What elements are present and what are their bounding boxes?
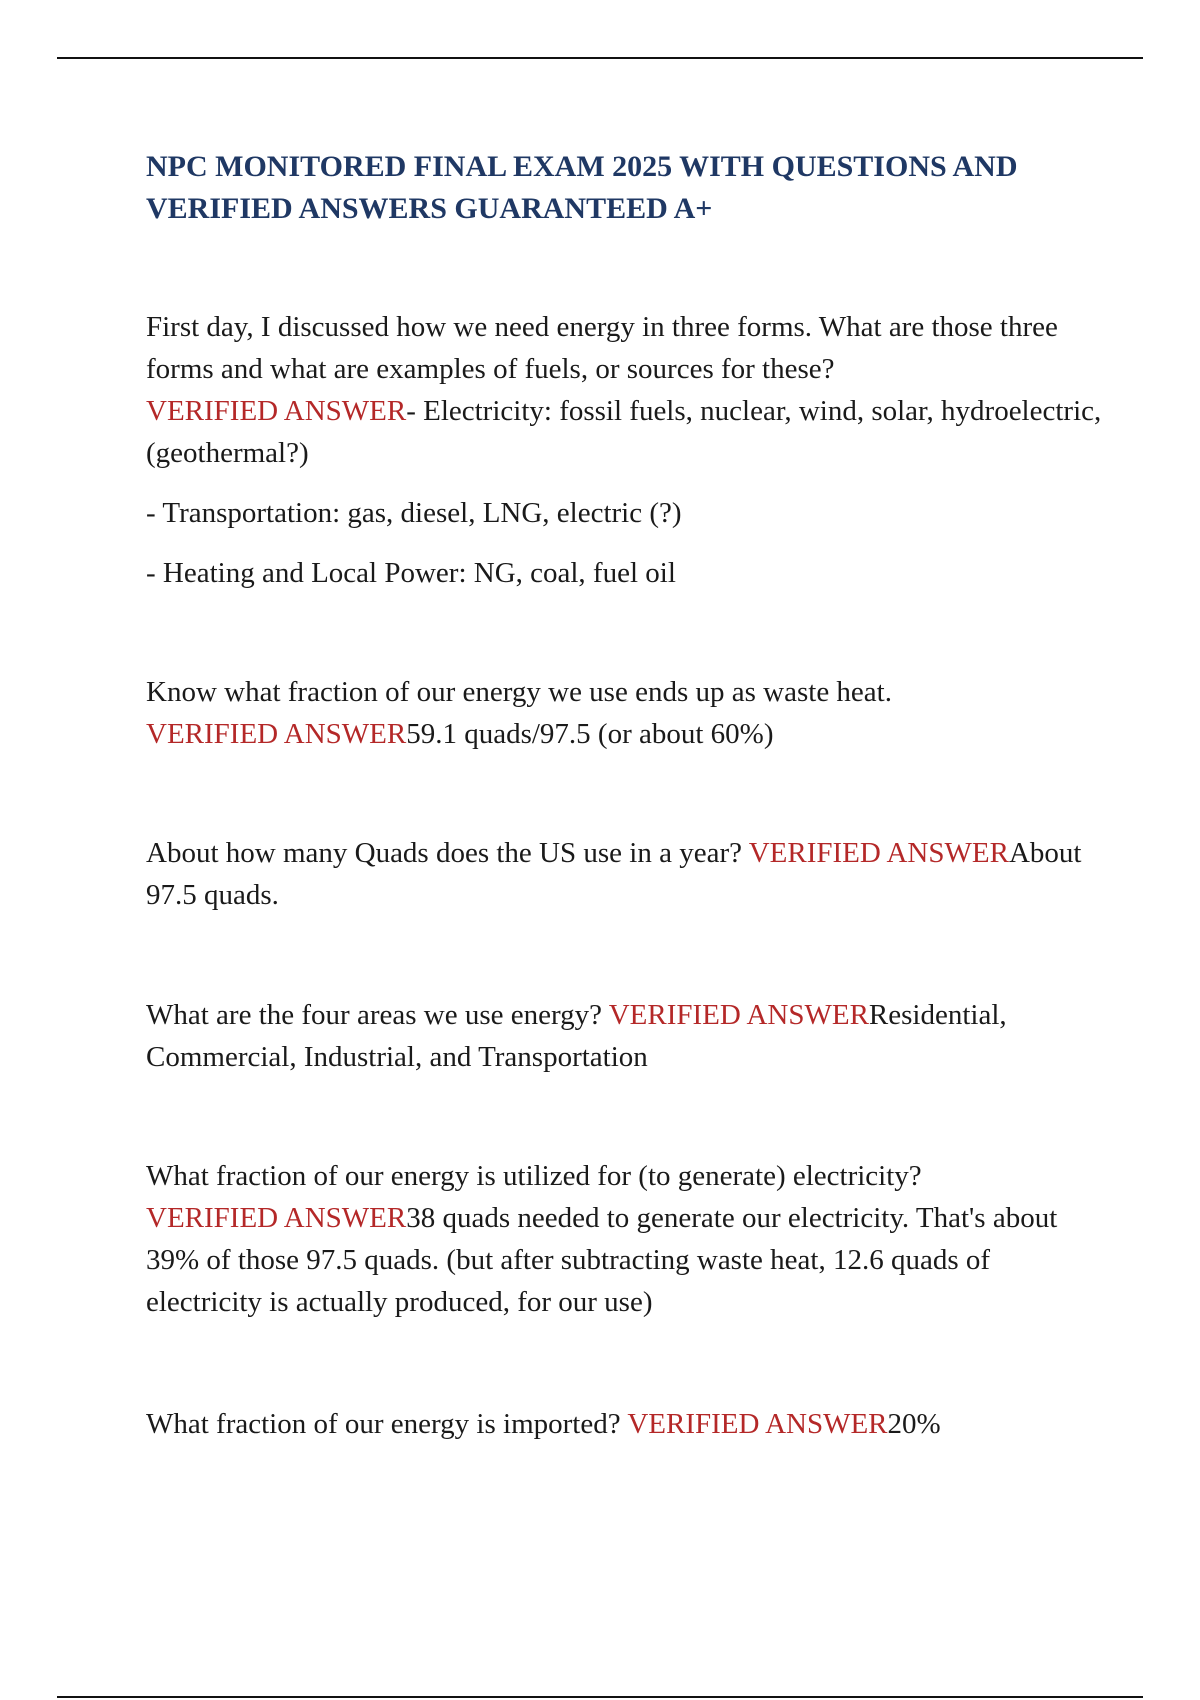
qa-item-quads-per-year [146, 832, 1106, 916]
verified-answer-label: VERIFIED ANSWER [146, 395, 407, 427]
answer-line-transportation: - Transportation: gas, diesel, LNG, electric (?) [146, 497, 682, 529]
verified-answer-label: VERIFIED ANSWER [608, 999, 869, 1031]
qa-item-four-areas [146, 994, 1106, 1078]
verified-answer-label: VERIFIED ANSWER [146, 718, 407, 750]
answer-line-heating: - Heating and Local Power: NG, coal, fuel oil [146, 557, 676, 589]
qa-item-waste-heat [146, 671, 1106, 755]
qa-item-electricity-fraction [146, 1155, 1106, 1323]
top-rule [57, 57, 1143, 59]
qa-paragraph [146, 994, 1106, 1078]
question-text: About how many Quads does the US use in a year? [146, 837, 742, 869]
answer-text: 38 quads needed to generate our electricity. That's about 39% of those 97.5 quads. (but after subtracting waste heat, 12.6 quads of electricity is actually produced, for our use) [146, 1202, 1058, 1318]
verified-answer-label: VERIFIED ANSWER [748, 837, 1009, 869]
bottom-rule [57, 1696, 1143, 1698]
answer-text: Residential, Commercial, Industrial, and Transportation [146, 999, 1007, 1073]
verified-answer-label: VERIFIED ANSWER [146, 1202, 407, 1234]
answer-text: 20% [887, 1408, 941, 1440]
question-text: What fraction of our energy is utilized for (to generate) electricity? [146, 1160, 922, 1192]
qa-paragraph [146, 1403, 1106, 1445]
qa-paragraph [146, 306, 1106, 474]
answer-text: About 97.5 quads. [146, 837, 1082, 911]
question-text: First day, I discussed how we need energy in three forms. What are those three forms and what are examples of fuels, or sources for these? [146, 311, 1058, 385]
qa-item-energy-forms [146, 306, 1106, 594]
question-text: What are the four areas we use energy? [146, 999, 602, 1031]
verified-answer-label: VERIFIED ANSWER [627, 1408, 888, 1440]
qa-paragraph [146, 1155, 1106, 1323]
qa-paragraph [146, 671, 1106, 755]
answer-text: - Electricity: fossil fuels, nuclear, wind, solar, hydroelectric, (geothermal?) [146, 395, 1102, 469]
document-title: NPC MONITORED FINAL EXAM 2025 WITH QUESTIONS AND VERIFIED ANSWERS GUARANTEED A+ [146, 150, 1018, 225]
question-text: Know what fraction of our energy we use ends up as waste heat. [146, 676, 892, 708]
qa-paragraph [146, 832, 1106, 916]
question-text: What fraction of our energy is imported? [146, 1408, 621, 1440]
answer-text: 59.1 quads/97.5 (or about 60%) [406, 718, 774, 750]
qa-item-imported-fraction [146, 1403, 1106, 1445]
